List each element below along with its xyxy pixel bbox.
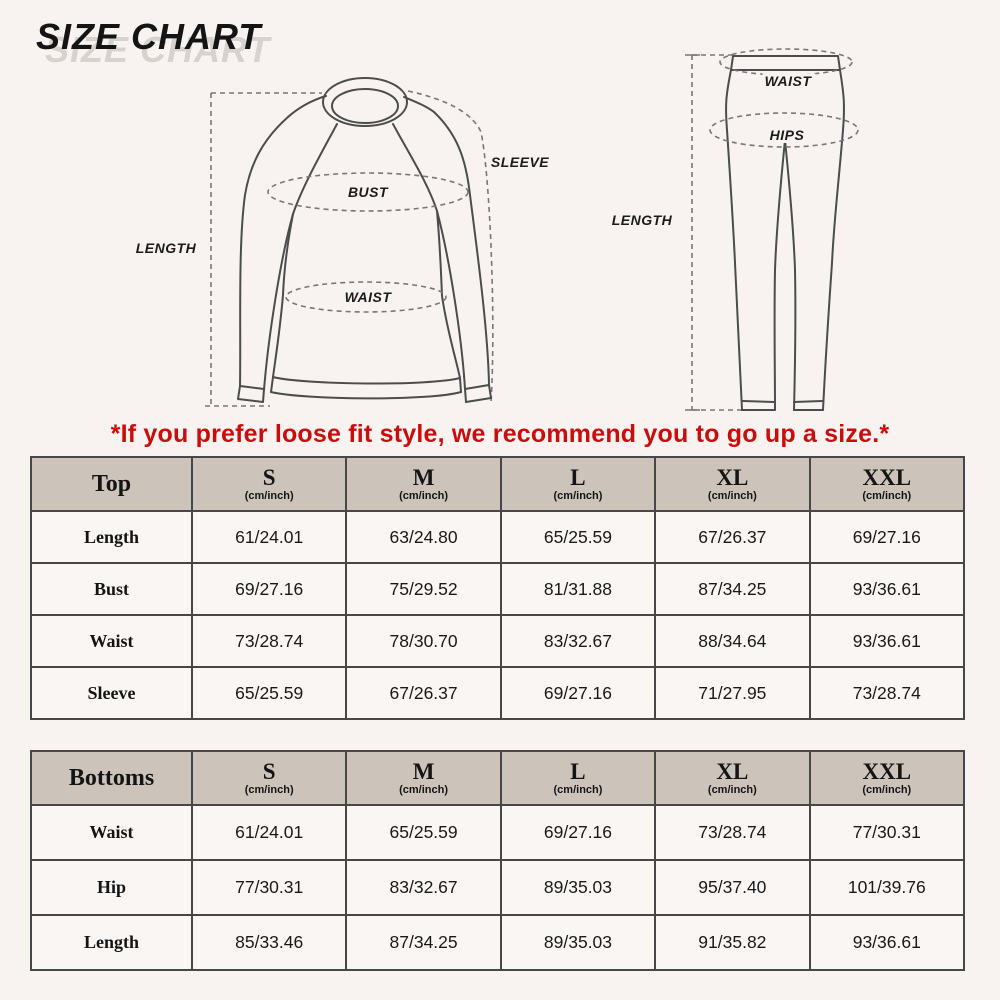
row-label-length: Length [31, 915, 192, 970]
top-waist-label: WAIST [344, 289, 392, 305]
bottoms-waist-label: WAIST [764, 73, 812, 89]
table-row [31, 615, 964, 667]
measurement-cell: 61/24.01 [192, 805, 346, 860]
table-row [31, 511, 964, 563]
bottoms-size-table [30, 750, 965, 971]
measurement-cell: 87/34.25 [655, 563, 809, 615]
measurement-cell: 78/30.70 [346, 615, 500, 667]
measurement-cell: 67/26.37 [655, 511, 809, 563]
bottoms-hips-label: HIPS [769, 127, 805, 143]
table-row [31, 860, 964, 915]
size-column-l [501, 751, 655, 805]
size-letter: M [412, 758, 435, 784]
measurement-cell: 88/34.64 [655, 615, 809, 667]
measurement-cell: 93/36.61 [810, 563, 964, 615]
unit-label: (cm/inch) [399, 784, 449, 797]
top-bust-label: BUST [347, 184, 389, 200]
unit-label: (cm/inch) [862, 784, 912, 797]
measurement-cell: 77/30.31 [192, 860, 346, 915]
unit-label: (cm/inch) [707, 784, 757, 797]
measurement-cell: 69/27.16 [810, 511, 964, 563]
table-row [31, 915, 964, 970]
measurement-cell: 75/29.52 [346, 563, 500, 615]
unit-label: (cm/inch) [244, 490, 294, 503]
row-label-hip: Hip [31, 860, 192, 915]
bottoms-waist-ellipse [720, 49, 852, 75]
unit-label: (cm/inch) [707, 490, 757, 503]
size-letter: XL [716, 758, 749, 784]
measurement-cell: 89/35.03 [501, 915, 655, 970]
measurement-cell: 87/34.25 [346, 915, 500, 970]
size-letter: S [262, 758, 276, 784]
unit-label: (cm/inch) [553, 490, 603, 503]
page-title: SIZE CHART [36, 16, 262, 57]
bottoms-garment-diagram [612, 49, 858, 410]
measurement-cell: 85/33.46 [192, 915, 346, 970]
measurement-cell: 73/28.74 [655, 805, 809, 860]
measurement-cell: 73/28.74 [192, 615, 346, 667]
size-letter: S [262, 464, 276, 490]
table-row [31, 563, 964, 615]
header-row [31, 751, 964, 805]
size-letter: XL [716, 464, 749, 490]
size-letter: XXL [862, 758, 912, 784]
unit-label: (cm/inch) [399, 490, 449, 503]
size-letter: L [570, 758, 586, 784]
size-column-xxl [810, 751, 964, 805]
size-column-m [346, 751, 500, 805]
size-column-m [346, 457, 500, 511]
bottoms-length-label: LENGTH [611, 212, 673, 228]
measurement-cell: 81/31.88 [501, 563, 655, 615]
measurement-cell: 69/27.16 [501, 667, 655, 719]
measurement-cell: 93/36.61 [810, 915, 964, 970]
measurement-cell: 65/25.59 [192, 667, 346, 719]
size-column-xxl [810, 457, 964, 511]
fit-note: *If you prefer loose fit style, we recommend you to go up a size.* [110, 420, 890, 448]
measurement-cell: 73/28.74 [810, 667, 964, 719]
measurement-cell: 69/27.16 [192, 563, 346, 615]
measurement-cell: 83/32.67 [346, 860, 500, 915]
measurement-cell: 93/36.61 [810, 615, 964, 667]
size-column-xl [655, 457, 809, 511]
unit-label: (cm/inch) [553, 784, 603, 797]
unit-label: (cm/inch) [862, 490, 912, 503]
measurement-cell: 95/37.40 [655, 860, 809, 915]
measurement-cell: 77/30.31 [810, 805, 964, 860]
size-letter: XXL [862, 464, 912, 490]
measurement-cell: 101/39.76 [810, 860, 964, 915]
measurement-cell: 65/25.59 [346, 805, 500, 860]
measurement-cell: 91/35.82 [655, 915, 809, 970]
measurement-cell: 89/35.03 [501, 860, 655, 915]
sleeve-measure-line [408, 91, 493, 403]
top-size-table [30, 456, 965, 720]
garment-diagrams [0, 0, 1000, 455]
measurement-cell: 67/26.37 [346, 667, 500, 719]
top-garment-diagram [136, 78, 550, 406]
row-label-waist: Waist [31, 615, 192, 667]
size-letter: L [570, 464, 586, 490]
measurement-cell: 65/25.59 [501, 511, 655, 563]
top-length-label: LENGTH [135, 240, 197, 256]
table-name-top: Top [31, 457, 192, 511]
row-label-length: Length [31, 511, 192, 563]
size-column-xl [655, 751, 809, 805]
row-label-bust: Bust [31, 563, 192, 615]
table-name-bottoms: Bottoms [31, 751, 192, 805]
measurement-cell: 83/32.67 [501, 615, 655, 667]
size-letter: M [412, 464, 435, 490]
unit-label: (cm/inch) [244, 784, 294, 797]
measurement-cell: 63/24.80 [346, 511, 500, 563]
size-column-l [501, 457, 655, 511]
measurement-cell: 69/27.16 [501, 805, 655, 860]
size-column-s [192, 751, 346, 805]
row-label-sleeve: Sleeve [31, 667, 192, 719]
row-label-waist: Waist [31, 805, 192, 860]
table-row [31, 667, 964, 719]
table-row [31, 805, 964, 860]
size-column-s [192, 457, 346, 511]
top-sleeve-label: SLEEVE [490, 154, 550, 170]
measurement-cell: 61/24.01 [192, 511, 346, 563]
header-row [31, 457, 964, 511]
measurement-cell: 71/27.95 [655, 667, 809, 719]
